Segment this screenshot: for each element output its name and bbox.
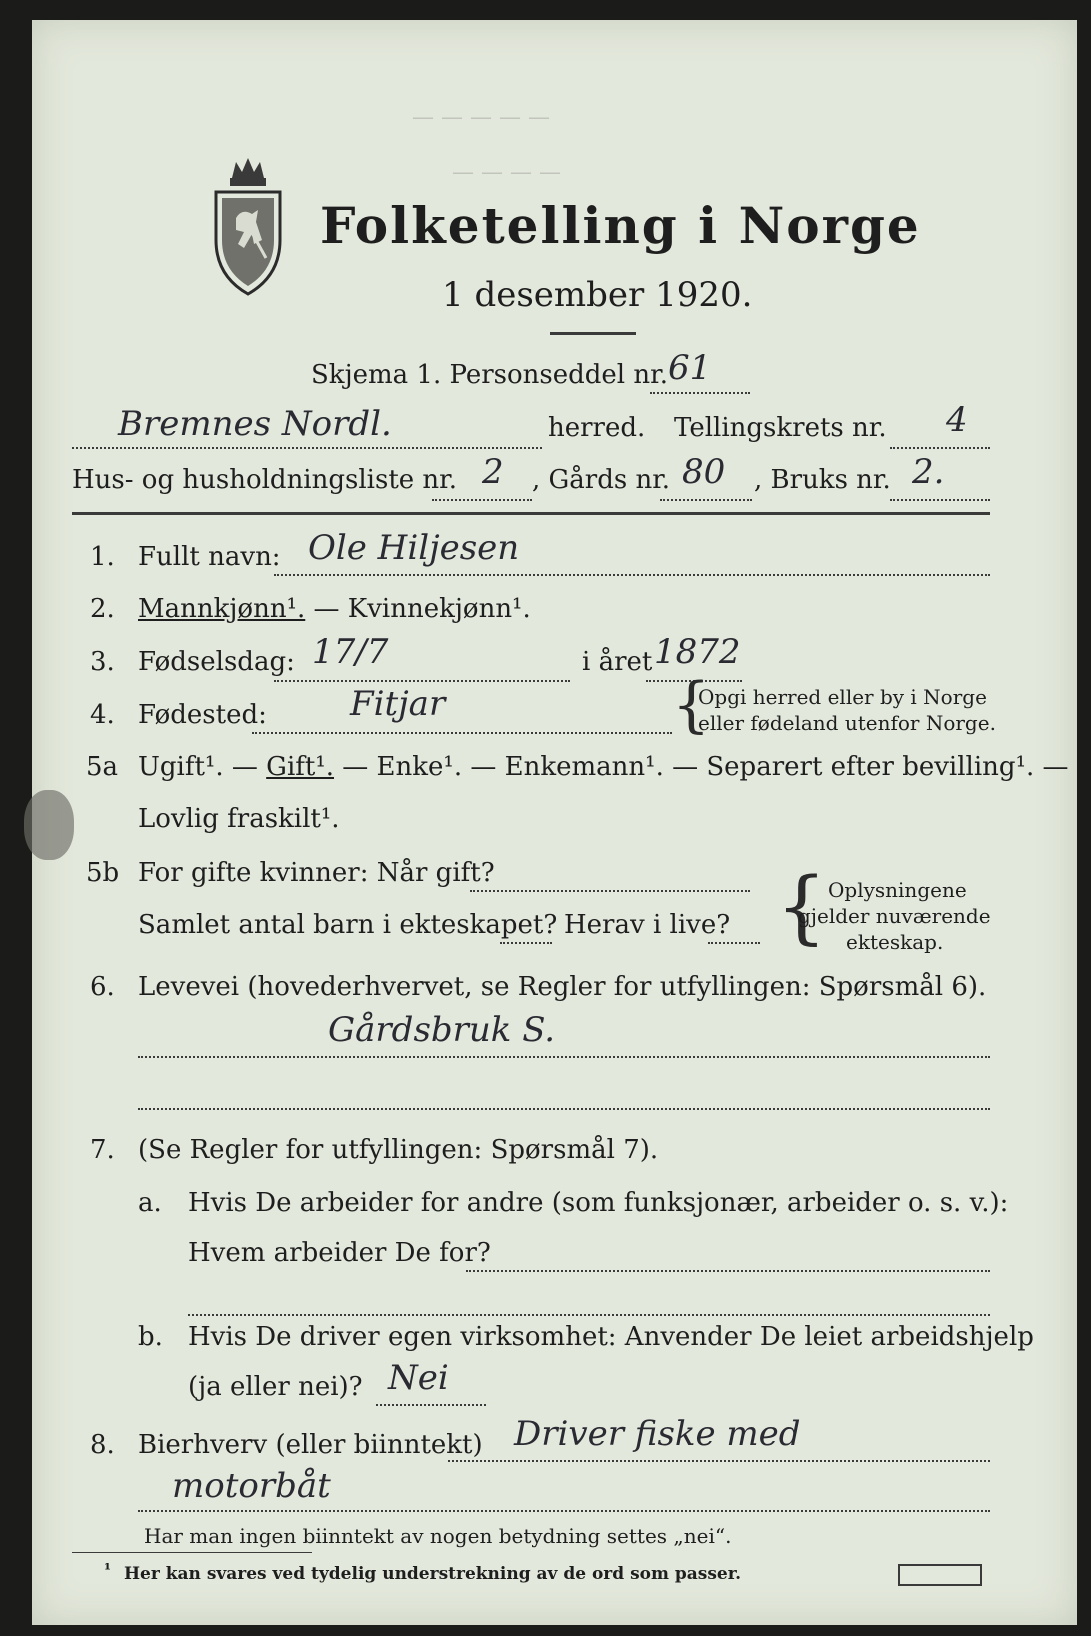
q4-note-line2: eller fødeland utenfor Norge.	[698, 711, 996, 735]
birthplace-value: Fitjar	[350, 684, 446, 724]
skjema-label: Skjema 1. Personseddel nr.	[311, 360, 668, 390]
printer-stamp-icon	[898, 1564, 982, 1586]
children-count-field	[500, 942, 552, 944]
herred-field	[72, 447, 542, 449]
birthday-value: 17/7	[312, 632, 389, 672]
q2-number: 2.	[90, 594, 115, 624]
full-name-value: Ole Hiljesen	[308, 528, 520, 568]
q7-label: (Se Regler for utfyllingen: Spørsmål 7).	[138, 1135, 659, 1165]
q5a-number: 5a	[86, 752, 119, 782]
q5b-alive-label: Herav i live?	[564, 910, 731, 940]
full-name-field	[274, 574, 990, 576]
q8-number: 8.	[90, 1430, 115, 1460]
married-when-field	[470, 890, 750, 892]
q5b-note-line1: Oplysningene	[828, 878, 967, 902]
bruks-nr-value: 2.	[912, 452, 945, 492]
employer-field-line2	[188, 1314, 990, 1316]
q7b-letter: b.	[138, 1322, 163, 1352]
gards-nr-value: 80	[682, 452, 726, 492]
q5b-note-line2: gjelder nuværende	[798, 904, 991, 928]
marital-married-option: Gift¹.	[266, 752, 335, 782]
personseddel-nr-field	[650, 392, 750, 394]
form-title: Folketelling i Norge	[320, 196, 921, 255]
hus-label: Hus- og husholdningsliste nr.	[72, 465, 458, 495]
hired-help-value: Nei	[388, 1358, 449, 1398]
census-date: 1 desember 1920.	[442, 275, 753, 315]
marital-divorced-option: Lovlig fraskilt¹.	[138, 804, 340, 834]
marital-unmarried-option: Ugift¹. —	[138, 752, 267, 782]
q2-line	[138, 594, 531, 624]
personseddel-nr-value: 61	[668, 348, 712, 388]
employer-field	[466, 1270, 990, 1272]
side-income-field	[448, 1460, 990, 1462]
q8-label: Bierhverv (eller biinntekt)	[138, 1430, 483, 1460]
footnote-mark: ¹	[104, 1560, 112, 1579]
q4-number: 4.	[90, 700, 115, 730]
q1-label: Fullt navn:	[138, 542, 281, 572]
hired-help-field	[376, 1404, 486, 1406]
q7a-employer-label: Hvem arbeider De for?	[188, 1238, 491, 1268]
census-form-sheet	[32, 20, 1077, 1625]
side-income-value: Driver fiske med	[514, 1414, 801, 1454]
bleed-through-text: — — — —	[452, 160, 561, 185]
bleed-through-text: — — — — —	[412, 105, 550, 130]
occupation-field-line2	[138, 1108, 990, 1110]
q7a-text: Hvis De arbeider for andre (som funksjonær, arbeider o. s. v.):	[188, 1188, 1009, 1218]
bruks-nr-field	[890, 499, 990, 501]
side-income-value-line2: motorbåt	[172, 1466, 331, 1506]
birthplace-field	[252, 732, 672, 734]
title-separator	[550, 332, 636, 335]
ink-smudge	[24, 790, 74, 860]
sex-female-option: — Kvinnekjønn¹.	[305, 594, 531, 624]
occupation-field-line1	[138, 1056, 990, 1058]
occupation-value: Gårdsbruk S.	[328, 1010, 556, 1050]
footnote-separator	[72, 1552, 312, 1553]
husholdningsliste-nr-field	[432, 499, 532, 501]
q4-note-line1: Opgi herred eller by i Norge	[698, 685, 987, 709]
husholdningsliste-nr-value: 2	[482, 452, 504, 492]
q4-brace: {	[672, 670, 711, 740]
side-income-field-line2	[138, 1510, 990, 1512]
q6-label: Levevei (hovederhvervet, se Regler for utfyllingen: Spørsmål 6).	[138, 972, 987, 1002]
children-alive-field	[708, 942, 760, 944]
q5b-number: 5b	[86, 858, 120, 888]
marital-other-options: — Enke¹. — Enkemann¹. — Separert efter bevilling¹. —	[334, 752, 1069, 782]
coat-of-arms-icon	[202, 148, 294, 298]
q7a-letter: a.	[138, 1188, 162, 1218]
q5b-note-line3: ekteskap.	[846, 930, 944, 954]
q5b-brace: {	[776, 860, 827, 953]
footnote-text: Her kan svares ved tydelig understrekning av de ord som passer.	[124, 1564, 742, 1584]
birth-year-label: i året	[582, 647, 653, 677]
q7-number: 7.	[90, 1135, 115, 1165]
bruks-label: , Bruks nr.	[754, 465, 891, 495]
herred-label: herred.	[548, 413, 646, 443]
q7b-question: (ja eller nei)?	[188, 1372, 363, 1402]
q5b-children-label: Samlet antal barn i ekteskapet?	[138, 910, 558, 940]
herred-value: Bremnes Nordl.	[118, 404, 392, 444]
q7b-text: Hvis De driver egen virksomhet: Anvender De leiet arbeidshjelp	[188, 1322, 1034, 1352]
q3-label: Fødselsdag:	[138, 647, 295, 677]
q6-number: 6.	[90, 972, 115, 1002]
q3-number: 3.	[90, 647, 115, 677]
gards-label: , Gårds nr.	[532, 465, 671, 495]
tellingskrets-nr-value: 4	[946, 400, 968, 440]
birth-year-value: 1872	[654, 632, 741, 672]
header-divider	[72, 512, 990, 515]
tellingskrets-label: Tellingskrets nr.	[674, 413, 887, 443]
q1-number: 1.	[90, 542, 115, 572]
sex-male-option: Mannkjønn¹.	[138, 594, 306, 624]
q5b-married-when-label: For gifte kvinner: Når gift?	[138, 858, 495, 888]
q5a-line	[138, 752, 1069, 782]
gards-nr-field	[660, 499, 752, 501]
no-side-income-note: Har man ingen biinntekt av nogen betydning settes „nei“.	[144, 1524, 732, 1548]
q4-label: Fødested:	[138, 700, 267, 730]
birthday-field	[274, 680, 570, 682]
tellingskrets-nr-field	[890, 447, 990, 449]
